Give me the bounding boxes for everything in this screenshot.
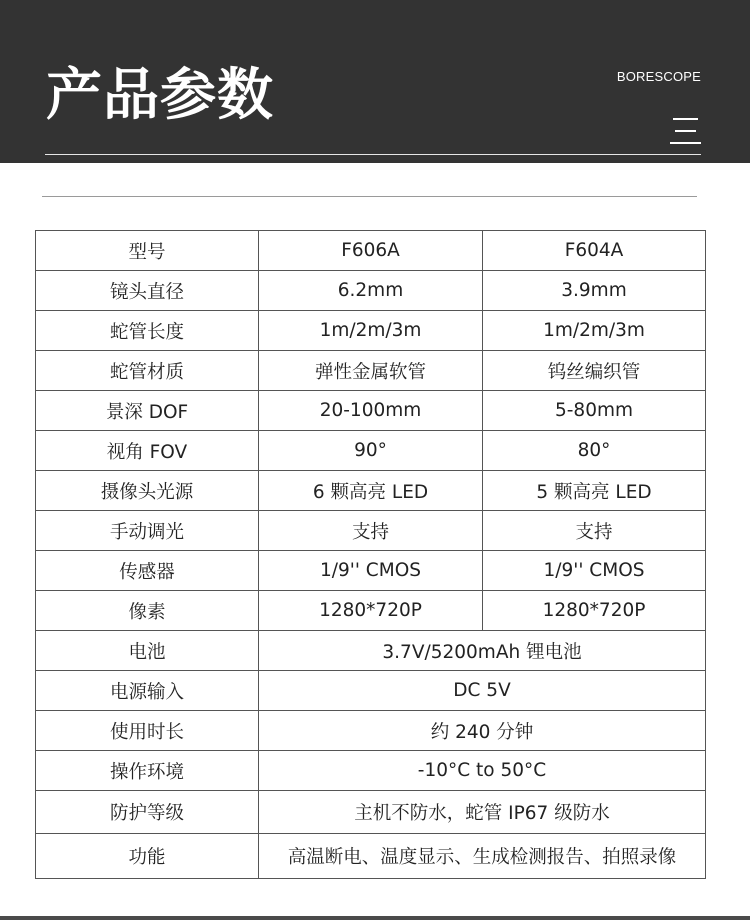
- spec-label: 电池: [36, 631, 259, 671]
- spec-label: 视角 FOV: [36, 431, 259, 471]
- spec-label: 使用时长: [36, 711, 259, 751]
- spec-table: [35, 230, 706, 879]
- menu-icon-bar: [673, 118, 698, 120]
- table-row: [36, 231, 706, 271]
- spec-value-f604a: 1/9'' CMOS: [483, 551, 706, 591]
- spec-value-shared: 约 240 分钟: [259, 711, 706, 751]
- spec-value-shared: DC 5V: [259, 671, 706, 711]
- spec-value-f604a: 5 颗高亮 LED: [483, 471, 706, 511]
- spec-label: 传感器: [36, 551, 259, 591]
- table-row: [36, 551, 706, 591]
- spec-value-f606a: F606A: [259, 231, 483, 271]
- spec-value-f606a: 90°: [259, 431, 483, 471]
- spec-label: 镜头直径: [36, 271, 259, 311]
- spec-label: 蛇管长度: [36, 311, 259, 351]
- menu-icon-bar: [670, 142, 701, 144]
- table-row: [36, 471, 706, 511]
- spec-value-f606a: 1280*720P: [259, 591, 483, 631]
- spec-label: 像素: [36, 591, 259, 631]
- table-row: [36, 631, 706, 671]
- page-title: 产品参数: [46, 63, 274, 128]
- table-row: [36, 791, 706, 834]
- spec-label: 摄像头光源: [36, 471, 259, 511]
- spec-value-f606a: 弹性金属软管: [259, 351, 483, 391]
- footer-divider: [0, 916, 750, 920]
- spec-value-f604a: 80°: [483, 431, 706, 471]
- brand-label: BORESCOPE: [616, 69, 701, 84]
- header-banner: [0, 0, 750, 163]
- table-row: [36, 271, 706, 311]
- spec-value-f604a: 钨丝编织管: [483, 351, 706, 391]
- spec-label: 电源输入: [36, 671, 259, 711]
- table-row: [36, 311, 706, 351]
- menu-icon[interactable]: [670, 118, 701, 144]
- table-row: [36, 511, 706, 551]
- spec-value-shared: 高温断电、温度显示、生成检测报告、拍照录像: [259, 834, 706, 879]
- spec-value-shared: 主机不防水，蛇管 IP67 级防水: [259, 791, 706, 834]
- spec-label: 防护等级: [36, 791, 259, 834]
- spec-value-f604a: 1280*720P: [483, 591, 706, 631]
- spec-value-f606a: 1m/2m/3m: [259, 311, 483, 351]
- table-row: [36, 351, 706, 391]
- table-row: [36, 671, 706, 711]
- spec-value-f604a: 3.9mm: [483, 271, 706, 311]
- spec-value-shared: 3.7V/5200mAh 锂电池: [259, 631, 706, 671]
- spec-value-f604a: F604A: [483, 231, 706, 271]
- spec-value-f606a: 6 颗高亮 LED: [259, 471, 483, 511]
- table-row: [36, 431, 706, 471]
- section-divider: [42, 196, 697, 197]
- spec-value-f606a: 20-100mm: [259, 391, 483, 431]
- spec-value-shared: -10°C to 50°C: [259, 751, 706, 791]
- spec-label: 型号: [36, 231, 259, 271]
- table-row: [36, 751, 706, 791]
- table-row: [36, 391, 706, 431]
- spec-label: 景深 DOF: [36, 391, 259, 431]
- spec-label: 手动调光: [36, 511, 259, 551]
- spec-label: 操作环境: [36, 751, 259, 791]
- spec-label: 功能: [36, 834, 259, 879]
- spec-value-f604a: 支持: [483, 511, 706, 551]
- header-divider: [45, 154, 701, 155]
- spec-value-f606a: 支持: [259, 511, 483, 551]
- menu-icon-bar: [675, 130, 696, 132]
- table-row: [36, 711, 706, 751]
- spec-value-f606a: 1/9'' CMOS: [259, 551, 483, 591]
- spec-value-f604a: 1m/2m/3m: [483, 311, 706, 351]
- spec-value-f606a: 6.2mm: [259, 271, 483, 311]
- spec-value-f604a: 5-80mm: [483, 391, 706, 431]
- table-row: [36, 591, 706, 631]
- spec-label: 蛇管材质: [36, 351, 259, 391]
- table-row: [36, 834, 706, 879]
